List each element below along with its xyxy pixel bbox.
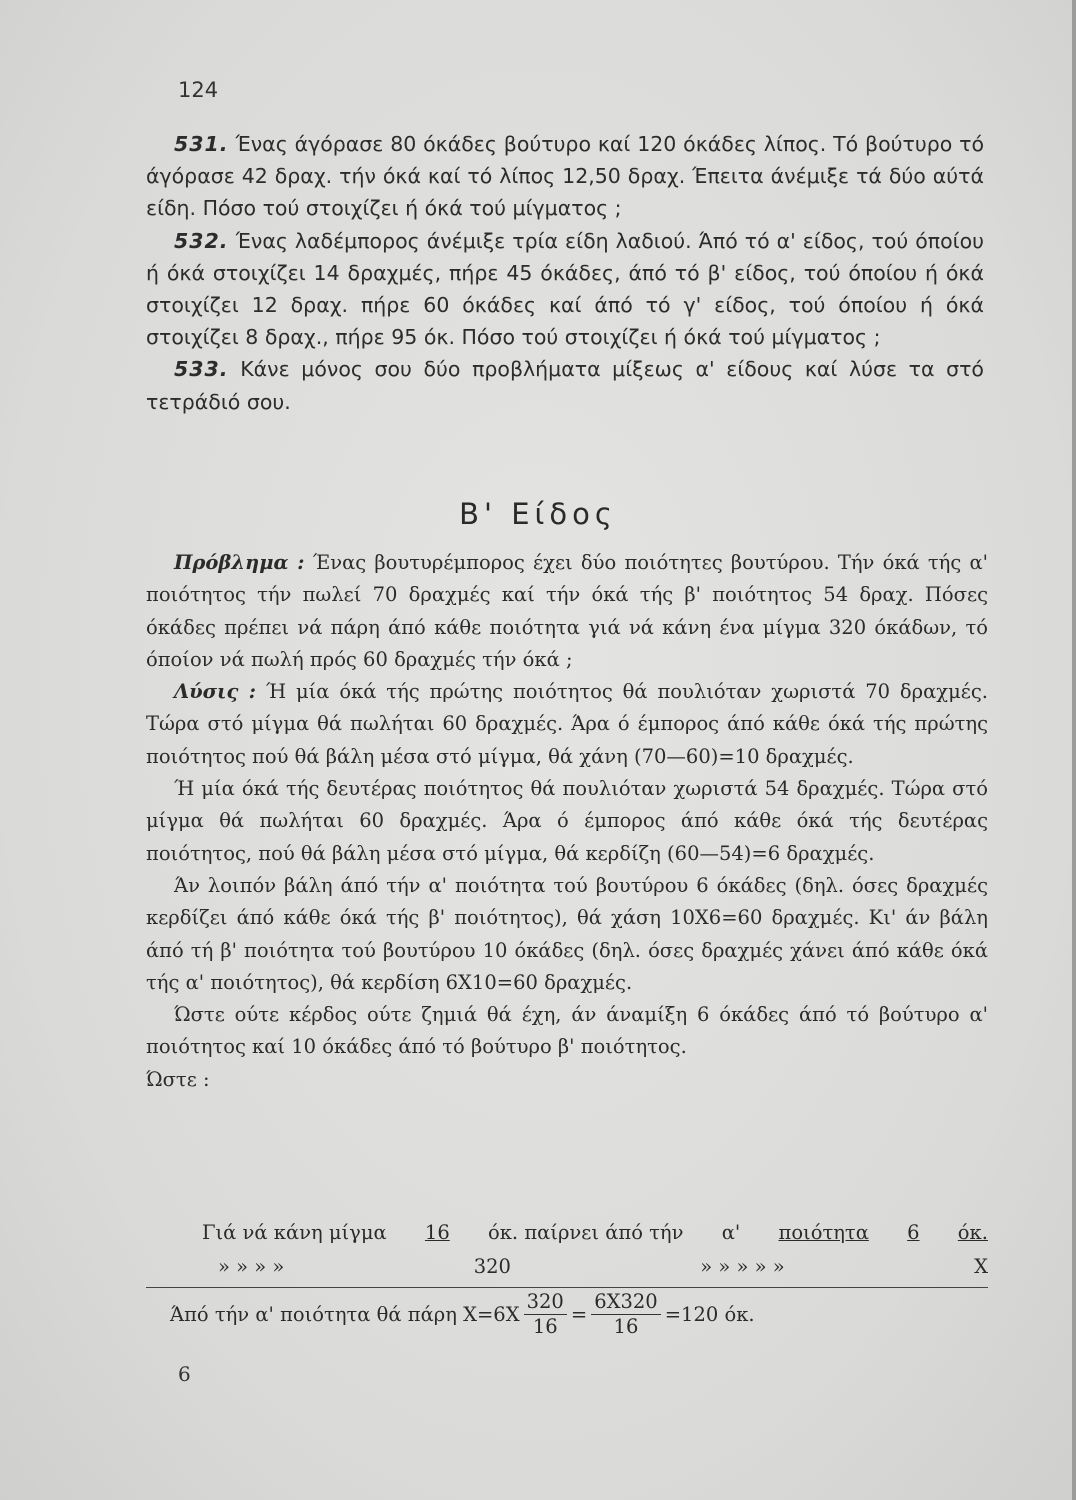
ratio-unknown: Χ: [974, 1254, 988, 1278]
section-heading: Β' Είδος: [459, 497, 617, 531]
problem-label: Πρόβλημα :: [174, 551, 305, 574]
ratio-row-1: [146, 1215, 988, 1249]
therefore-label: Ώστε :: [146, 1067, 210, 1091]
ratio-tail: ποιότητα: [778, 1220, 869, 1244]
problem-statement-text: Ένας βουτυρέμπορος έχει δύο ποιότητες βουτύρου. Τήν όκά τής α' ποιότητος τήν πωλεί 70 δραχμές καί τήν όκά τής β' ποιότητος 54 δραχ. Πόσες όκάδες πρέπει νά πάρη άπό κάθε ποιότητα γιά νά κάνη ένα μίγμα 320 όκάδων, τό όποίον νά πωλή πρός 60 δραχμές τήν όκά ;: [146, 551, 989, 671]
problem-text: Ένας άγόρασε 80 όκάδες βούτυρο καί 120 όκάδες λίπος. Τό βούτυρο τό άγόρασε 42 δραχ. τήν όκά καί τό λίπος 12,50 δραχ. Έπειτα άνέμιξε τά δύο αύτά είδη. Πόσο τού στοιχίζει ή όκά τού μίγματος ;: [146, 132, 984, 221]
page-number: 124: [178, 78, 219, 102]
ratio-result: 6: [907, 1220, 920, 1244]
final-lead: Άπό τήν α' ποιότητα θά πάρη Χ=6Χ: [170, 1303, 520, 1326]
ratio-mid: όκ. παίρνει άπό τήν: [488, 1220, 684, 1244]
final-result: =120 όκ.: [664, 1303, 755, 1326]
problem-532: [146, 225, 984, 354]
ratio-lead: Γιά νά κάνη μίγμα: [202, 1220, 387, 1244]
fraction-1-denominator: 16: [532, 1315, 558, 1338]
ratio-unit: όκ.: [957, 1220, 988, 1244]
fraction-1: [524, 1290, 567, 1339]
fraction-2-numerator: 6Χ320: [591, 1290, 661, 1315]
ratio-mix-amount: 16: [424, 1220, 450, 1244]
problem-text: Κάνε μόνος σου δύο προβλήματα μίξεως α' είδους καί λύσε τα στό τετράδιό σου.: [146, 357, 984, 414]
ratio-ditto-marks-2: » » » » »: [700, 1254, 785, 1278]
ratio-ditto-marks: » » » »: [218, 1254, 285, 1278]
solution-paragraph-4: Ώστε ούτε κέρδος ούτε ζημιά θά έχη, άν άναμίξη 6 όκάδες άπό τό βούτυρο α' ποιότητος καί 10 όκάδες άπό τό βούτυρο β' ποιότητος.: [146, 1003, 988, 1059]
equals-sign: =: [570, 1303, 588, 1326]
solution-text-1: Ή μία όκά τής πρώτης ποιότητος θά πουλιόταν χωριστά 70 δραχμές. Τώρα στό μίγμα θά πωλήται 60 δραχμές. Άρα ό έμπορος άπό κάθε όκά τής πρώτης ποιότητος πού θά βάλη μέσα στό μίγμα, θά χάνη (70—60)=10 δραχμές.: [146, 680, 988, 768]
problem-533: [146, 353, 984, 417]
solution-paragraph-3: Άν λοιπόν βάλη άπό τήν α' ποιότητα τού βουτύρου 6 όκάδες (δηλ. όσες δραχμές κερδίζει άπό κάθε όκά τής β' ποιότητος), θά χάση 10Χ6=60 δραχμές. Κι' άν βάλη άπό τή β' ποιότητα τού βουτύρου 10 όκάδες (δηλ. όσες δραχμές χάνει άπό κάθε όκά τής α' ποιότητος), θά κερδίση 6Χ10=60 δραχμές.: [146, 873, 988, 994]
page-binding-edge: [1072, 0, 1076, 1500]
problem-531: [146, 128, 984, 225]
problem-number: 533.: [174, 357, 229, 382]
exercises-block: [146, 128, 984, 418]
final-equation: [170, 1290, 992, 1339]
ratio-quality: α': [721, 1220, 741, 1244]
problem-statement: [146, 547, 988, 676]
problem-number: 532.: [174, 228, 229, 253]
fraction-1-numerator: 320: [524, 1290, 567, 1315]
problem-number: 531.: [174, 132, 229, 156]
solution-paragraph-2: Ή μία όκά τής δευτέρας ποιότητος θά πουλιόταν χωριστά 54 δραχμές. Τώρα στό μίγμα θά πωλήται 60 δραχμές. Άρα ό έμπορος άπό κάθε όκά τής δευτέρας ποιότητος, πού θά βάλη μέσα στό μίγμα, θά κερδίζη (60—54)=6 δραχμές.: [146, 777, 988, 865]
solution-paragraph-1: [146, 676, 988, 773]
divider-rule: [146, 1287, 988, 1288]
fraction-2-denominator: 16: [613, 1315, 639, 1338]
ratio-mix-total: 320: [473, 1254, 511, 1278]
fraction-2: [591, 1290, 661, 1339]
ratio-table: [146, 1215, 988, 1288]
problem-text: Ένας λαδέμπορος άνέμιξε τρία είδη λαδιού. Άπό τό α' είδος, τού όποίου ή όκά στοιχίζει 14 δραχμές, πήρε 45 όκάδες, άπό τό β' είδος, τού όποίου ή όκά στοιχίζει 12 δραχ. πήρε 60 όκάδες καί άπό τό γ' είδος, τού όποίου ή όκά στοιχίζει 8 δραχ., πήρε 95 όκ. Πόσο τού στοιχίζει ή όκά τού μίγματος ;: [146, 228, 984, 350]
ratio-row-2: [146, 1249, 988, 1283]
signature-mark: 6: [178, 1362, 191, 1386]
solution-label: Λύσις :: [174, 680, 256, 704]
worked-example: [146, 547, 988, 1096]
